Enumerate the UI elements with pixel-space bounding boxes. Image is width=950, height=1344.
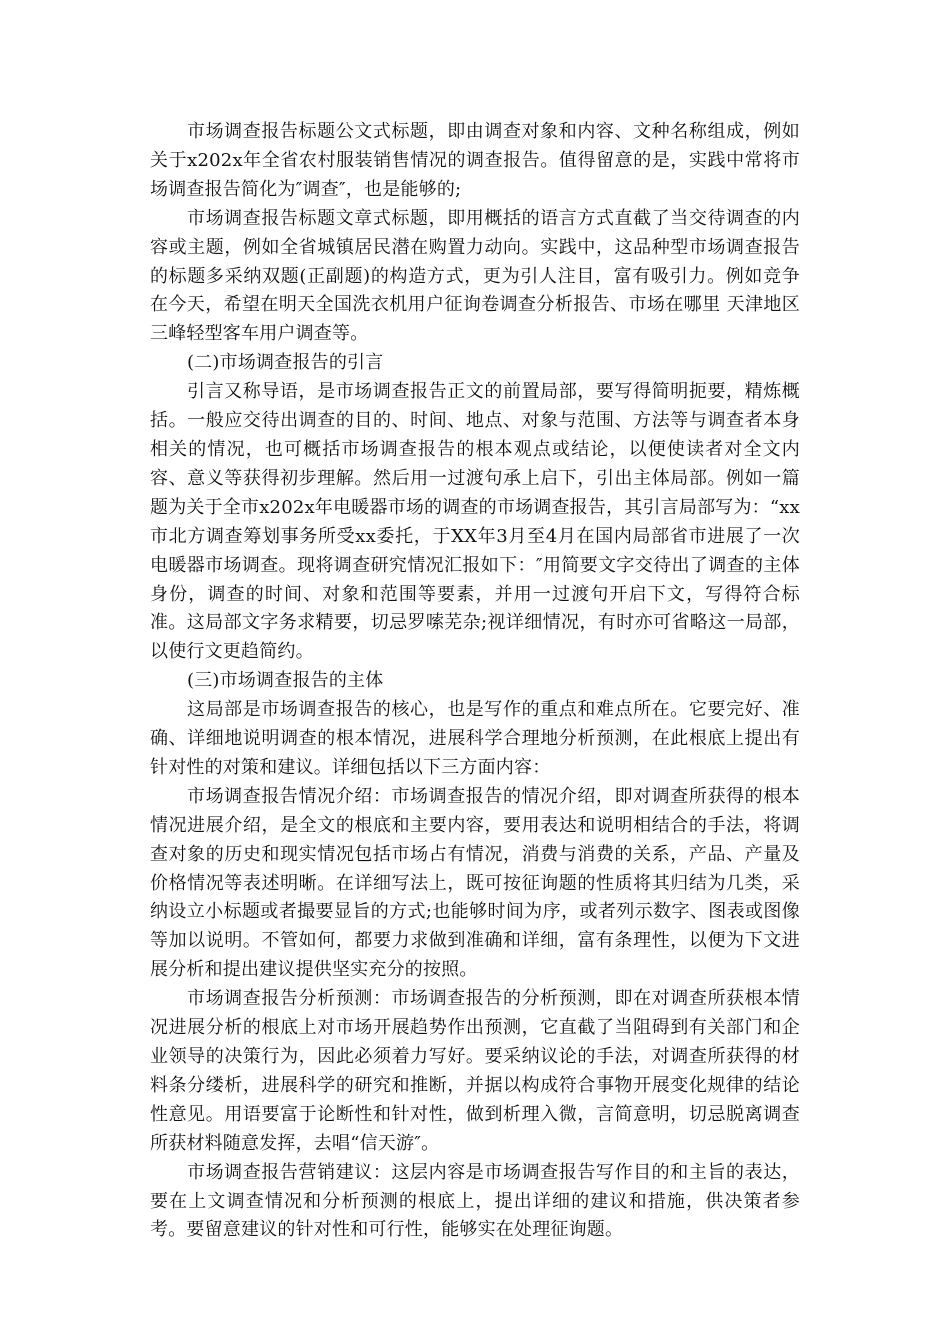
paragraph-analysis-forecast: 市场调查报告分析预测：市场调查报告的分析预测，即在对调查所获根本情况进展分析的根底上对市场开展趋势作出预测，它直截了当阻碍到有关部门和企业领导的决策行为，因此必须着力写好。要采纳议论的手法，对调查所获得的材料条分缕析，进展科学的研究和推断，并据以构成符合事物开展变化规律的结论性意见。用语要富于论断性和针对性，做到析理入微，言简意明，切忌脱离调查所获材料随意发挥，去唱“信天游″。 — [150, 988, 800, 1154]
paragraph-introduction: 引言又称导语，是市场调查报告正文的前置局部，要写得简明扼要，精炼概括。一般应交待出调查的目的、时间、地点、对象与范围、方法等与调查者本身相关的情况，也可概括市场调查报告的根本观点或结论，以便使读者对全文内容、意义等获得初步理解。然后用一过渡句承上启下，引出主体局部。例如一篇题为关于全市x202x年电暖器市场的调查的市场调查报告，其引言局部写为：“xx市北方调查筹划事务所受xx委托，于XX年3月至4月在国内局部省市进展了一次电暖器市场调查。现将调查研究情况汇报如下：″用简要文字交待出了调查的主体身份，调查的时间、对象和范围等要素，并用一过渡句开启下文，写得符合标准。这局部文字务求精要，切忌罗嗦芜杂;视详细情况，有时亦可省略这一局部，以使行文更趋简约。 — [150, 381, 800, 663]
paragraph-main-body: 这局部是市场调查报告的核心，也是写作的重点和难点所在。它要完好、准确、详细地说明调查的根本情况，进展科学合理地分析预测，在此根底上提出有针对性的对策和建议。详细包括以下三方面内容： — [150, 699, 800, 778]
section-heading-introduction: (二)市场调查报告的引言 — [187, 352, 384, 374]
document-page — [150, 118, 800, 1245]
paragraph-title-official-style: 市场调查报告标题公文式标题，即由调查对象和内容、文种名称组成，例如关于x202x年全省农村服装销售情况的调查报告。值得留意的是，实践中常将市场调查报告简化为″调查″，也是能够的; — [150, 121, 800, 200]
paragraph-marketing-suggestion: 市场调查报告营销建议：这层内容是市场调查报告写作目的和主旨的表达，要在上文调查情况和分析预测的根底上，提出详细的建议和措施，供决策者参考。要留意建议的针对性和可行性，能够实在处理征询题。 — [150, 1161, 800, 1241]
section-heading-main-body: (三)市场调查报告的主体 — [187, 670, 384, 692]
paragraph-title-article-style: 市场调查报告标题文章式标题，即用概括的语言方式直截了当交待调查的内容或主题，例如全省城镇居民潜在购置力动向。实践中，这品种型市场调查报告的标题多采纳双题(正副题)的构造方式，更为引人注目，富有吸引力。例如竞争在今天，希望在明天全国洗衣机用户征询卷调查分析报告、市场在哪里 天津地区三峰轻型客车用户调查等。 — [150, 207, 800, 345]
paragraph-situation-intro: 市场调查报告情况介绍：市场调查报告的情况介绍，即对调查所获得的根本情况进展介绍，是全文的根底和主要内容，要用表达和说明相结合的手法，将调查对象的历史和现实情况包括市场占有情况，消费与消费的关系，产品、产量及价格情况等表述明晰。在详细写法上，既可按征询题的性质将其归结为几类，采纳设立小标题或者撮要显旨的方式;也能够时间为序，或者列示数字、图表或图像等加以说明。不管如何，都要力求做到准确和详细，富有条理性，以便为下文进展分析和提出建议提供坚实充分的按照。 — [150, 785, 800, 981]
